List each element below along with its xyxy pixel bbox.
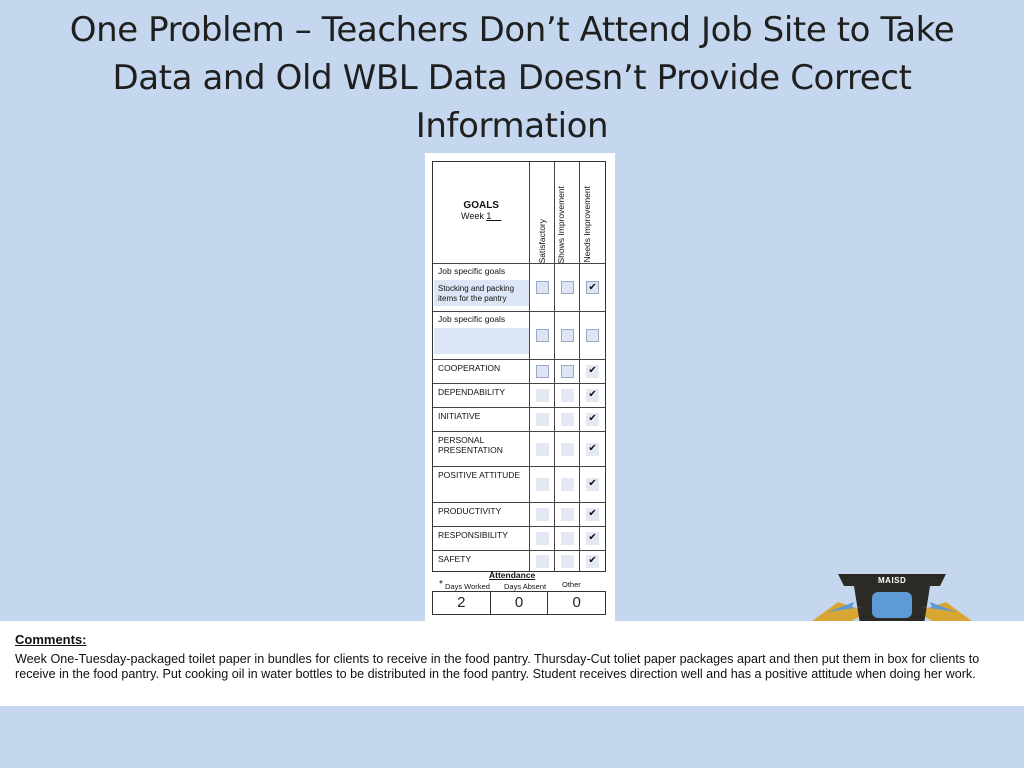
goal-row (433, 527, 605, 551)
days-worked-value[interactable]: 2 (433, 592, 491, 614)
col-needs-improvement (580, 162, 605, 263)
checkbox-checked[interactable]: ✔ (586, 443, 599, 456)
checkbox-checked[interactable]: ✔ (586, 281, 599, 294)
goal-row-label: SAFETY (433, 551, 530, 571)
goal-row (433, 551, 605, 571)
checkbox[interactable] (561, 281, 574, 294)
checkbox[interactable] (561, 389, 574, 402)
goal-row (433, 467, 605, 503)
goal-row-label: DEPENDABILITY (433, 384, 530, 407)
checkbox[interactable] (536, 508, 549, 521)
other-label: Other (562, 580, 581, 589)
goal-row (433, 360, 605, 384)
checkbox[interactable] (536, 478, 549, 491)
goals-header-row (433, 162, 605, 264)
logo-text: MAISD (878, 576, 907, 585)
title-line-3: Information (415, 106, 609, 146)
logo-fist (872, 592, 912, 618)
goal-row-label: PRODUCTIVITY (433, 503, 530, 526)
goal-row (433, 432, 605, 467)
checkbox[interactable] (536, 329, 549, 342)
checkbox[interactable] (536, 555, 549, 568)
checkbox-checked[interactable]: ✔ (586, 389, 599, 402)
asterisk: * (439, 579, 443, 590)
checkbox[interactable] (561, 443, 574, 456)
checkbox[interactable] (561, 413, 574, 426)
checkbox-checked[interactable]: ✔ (586, 478, 599, 491)
goals-grid (432, 161, 606, 572)
title-line-1: One Problem – Teachers Don’t Attend Job Site to Take (69, 10, 955, 50)
goal-row-label: Job specific goals (438, 266, 506, 276)
goal-row-sub (434, 328, 529, 354)
comments-label: Comments: (15, 632, 87, 647)
goal-row-label: Job specific goals (438, 314, 506, 324)
comments-text: Week One-Tuesday-packaged toilet paper in bundles for clients to receive in the food pantry. Thursday-Cut toliet paper packages apart and then put them in box for clients to receive in the food pantry. Put cooking oil in water bottles to be distributed in the food pantry. Student receives direction well and has a positive attitude when doing her work. (15, 652, 980, 681)
checkbox[interactable] (561, 508, 574, 521)
checkbox[interactable] (536, 281, 549, 294)
goal-row-label: PERSONAL PRESENTATION (433, 432, 530, 466)
attendance-values (432, 591, 606, 615)
checkbox[interactable] (561, 478, 574, 491)
goal-row-sub: Stocking and packing items for the pantry (434, 280, 529, 306)
goals-label: GOALS (463, 200, 499, 211)
goal-row-label-cell (433, 264, 530, 311)
title-line-2: Data and Old WBL Data Doesn’t Provide Correct (112, 58, 912, 98)
goals-form-image (425, 153, 615, 621)
goal-row (433, 312, 605, 360)
checkbox[interactable] (586, 329, 599, 342)
checkbox-checked[interactable]: ✔ (586, 532, 599, 545)
slide-title (40, 6, 984, 150)
checkbox[interactable] (561, 329, 574, 342)
checkbox[interactable] (561, 532, 574, 545)
maisd-logo (808, 572, 976, 624)
goal-row (433, 264, 605, 312)
goal-row-label: POSITIVE ATTITUDE (433, 467, 530, 502)
checkbox[interactable] (536, 443, 549, 456)
week-label: Week (461, 211, 484, 221)
col-satisfactory-label: Satisfactory (536, 218, 547, 263)
goal-row-label: INITIATIVE (433, 408, 530, 431)
goal-row (433, 408, 605, 432)
checkbox-checked[interactable]: ✔ (586, 365, 599, 378)
checkbox-checked[interactable]: ✔ (586, 555, 599, 568)
goal-row-label: COOPERATION (433, 360, 530, 383)
checkbox[interactable] (536, 389, 549, 402)
goals-header (433, 162, 530, 263)
comments-section (0, 621, 1024, 706)
week-value: 1 (486, 211, 492, 221)
checkbox[interactable] (561, 365, 574, 378)
goal-row (433, 384, 605, 408)
checkbox[interactable] (536, 365, 549, 378)
col-needs-improvement-label: Needs Improvement (581, 186, 592, 263)
days-worked-label: Days Worked (445, 582, 490, 591)
goal-row-label: RESPONSIBILITY (433, 527, 530, 550)
checkbox[interactable] (561, 555, 574, 568)
days-absent-value[interactable]: 0 (491, 592, 549, 614)
goal-row (433, 503, 605, 527)
checkbox-checked[interactable]: ✔ (586, 508, 599, 521)
days-absent-label: Days Absent (504, 582, 547, 591)
checkbox[interactable] (536, 532, 549, 545)
goal-row-label-cell (433, 312, 530, 359)
col-shows-improvement (555, 162, 580, 263)
other-value[interactable]: 0 (572, 594, 581, 611)
checkbox-checked[interactable]: ✔ (586, 413, 599, 426)
col-shows-improvement-label: Shows Improvement (556, 185, 567, 263)
col-satisfactory (530, 162, 555, 263)
attendance-title: Attendance (489, 570, 536, 580)
checkbox[interactable] (536, 413, 549, 426)
